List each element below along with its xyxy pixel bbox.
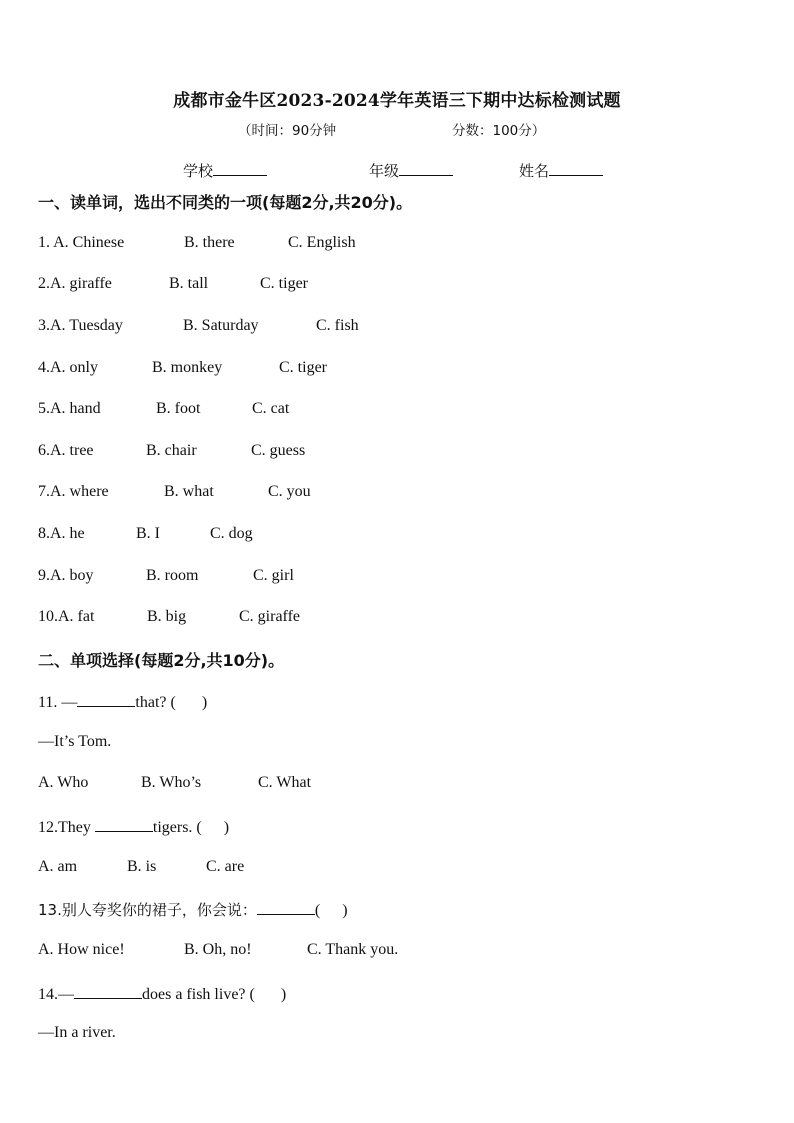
exam-score: 分数：100分） (452, 123, 546, 139)
option-a: A. only (50, 359, 98, 376)
name-field (519, 160, 603, 181)
question-number: 10. (38, 608, 58, 625)
question-13-options (38, 941, 399, 959)
question-3 (38, 317, 359, 335)
option-c: C. are (206, 858, 245, 875)
page-title: 成都市金牛区2023-2024学年英语三下期中达标检测试题 (173, 91, 621, 111)
question-14 (38, 983, 286, 1004)
question-12 (38, 816, 229, 837)
option-a: A. where (50, 483, 109, 500)
question-6 (38, 442, 306, 460)
section1-heading: 一、读单词，选出不同类的一项(每题2分,共20分)。 (38, 193, 413, 212)
question-2 (38, 275, 308, 293)
question-prefix: 14.— (38, 986, 74, 1003)
school-blank (213, 161, 267, 176)
question-11-options (38, 774, 312, 792)
option-b: B. Who’s (141, 774, 202, 791)
question-1 (38, 234, 356, 252)
answer-paren-close: ) (280, 986, 287, 1003)
option-c: C. guess (251, 442, 306, 459)
question-9 (38, 567, 294, 585)
grade-field (369, 160, 453, 181)
option-b: B. is (127, 858, 157, 875)
question-7 (38, 483, 311, 501)
question-number: 1. (38, 234, 54, 251)
option-a: A. How nice! (38, 941, 125, 958)
answer-blank (95, 816, 153, 832)
option-c: C. fish (316, 317, 359, 334)
option-a: A. Chinese (53, 234, 125, 251)
option-c: C. tiger (279, 359, 327, 376)
question-prefix: 12.They (38, 819, 95, 836)
question-suffix: ( (314, 902, 321, 919)
option-a: A. tree (50, 442, 94, 459)
option-b: B. chair (146, 442, 197, 459)
option-c: C. Thank you. (307, 941, 399, 958)
answer-paren-close: ) (201, 694, 208, 711)
answer-blank (74, 983, 142, 999)
exam-time: （时间：90分钟 (238, 123, 337, 139)
question-number: 5. (38, 400, 50, 417)
question-10 (38, 608, 301, 626)
option-b: B. what (164, 483, 214, 500)
option-a: A. Who (38, 774, 89, 791)
option-b: B. monkey (152, 359, 223, 376)
question-11 (38, 691, 207, 712)
option-a: A. fat (58, 608, 95, 625)
question-number: 7. (38, 483, 50, 500)
option-b: B. there (184, 234, 235, 251)
option-c: C. What (258, 774, 312, 791)
question-suffix: tigers. ( (152, 819, 202, 836)
answer-blank (77, 691, 135, 707)
question-number: 6. (38, 442, 50, 459)
option-c: C. you (268, 483, 311, 500)
answer-paren-close: ) (342, 902, 348, 919)
option-c: C. dog (210, 525, 253, 542)
option-a: A. Tuesday (50, 317, 123, 334)
option-b: B. I (136, 525, 160, 542)
option-b: B. Saturday (183, 317, 259, 334)
option-b: B. room (146, 567, 199, 584)
option-b: B. tall (169, 275, 209, 292)
question-11-answer: —It’s Tom. (38, 733, 112, 750)
grade-label: 年级 (369, 162, 400, 180)
question-13 (38, 899, 348, 920)
question-number: 8. (38, 525, 50, 542)
option-c: C. cat (252, 400, 290, 417)
question-number: 4. (38, 359, 50, 376)
section2-heading: 二、单项选择(每题2分,共10分)。 (38, 651, 285, 670)
school-field (183, 160, 267, 181)
option-a: A. giraffe (50, 275, 112, 292)
question-number: 3. (38, 317, 50, 334)
question-5 (38, 400, 290, 418)
question-14-answer: —In a river. (38, 1024, 116, 1041)
option-c: C. English (288, 234, 356, 251)
question-prefix: 13.别人夸奖你的裙子，你会说： (38, 901, 257, 919)
option-b: B. Oh, no! (184, 941, 252, 958)
question-suffix: that? ( (135, 694, 176, 711)
school-label: 学校 (183, 162, 214, 180)
grade-blank (399, 161, 453, 176)
option-a: A. boy (50, 567, 94, 584)
option-a: A. am (38, 858, 78, 875)
question-4 (38, 359, 327, 377)
question-12-options (38, 858, 245, 876)
question-number: 2. (38, 275, 50, 292)
name-blank (549, 161, 603, 176)
name-label: 姓名 (519, 162, 550, 180)
question-number: 9. (38, 567, 50, 584)
question-prefix: 11. — (38, 694, 78, 711)
question-8 (38, 525, 253, 543)
question-suffix: does a fish live? ( (142, 986, 255, 1003)
option-b: B. big (147, 608, 187, 625)
option-c: C. giraffe (239, 608, 301, 625)
answer-blank (257, 899, 315, 915)
option-b: B. foot (156, 400, 201, 417)
option-c: C. tiger (260, 275, 308, 292)
option-c: C. girl (253, 567, 294, 584)
answer-paren-close: ) (223, 819, 230, 836)
option-a: A. hand (50, 400, 101, 417)
option-a: A. he (50, 525, 85, 542)
